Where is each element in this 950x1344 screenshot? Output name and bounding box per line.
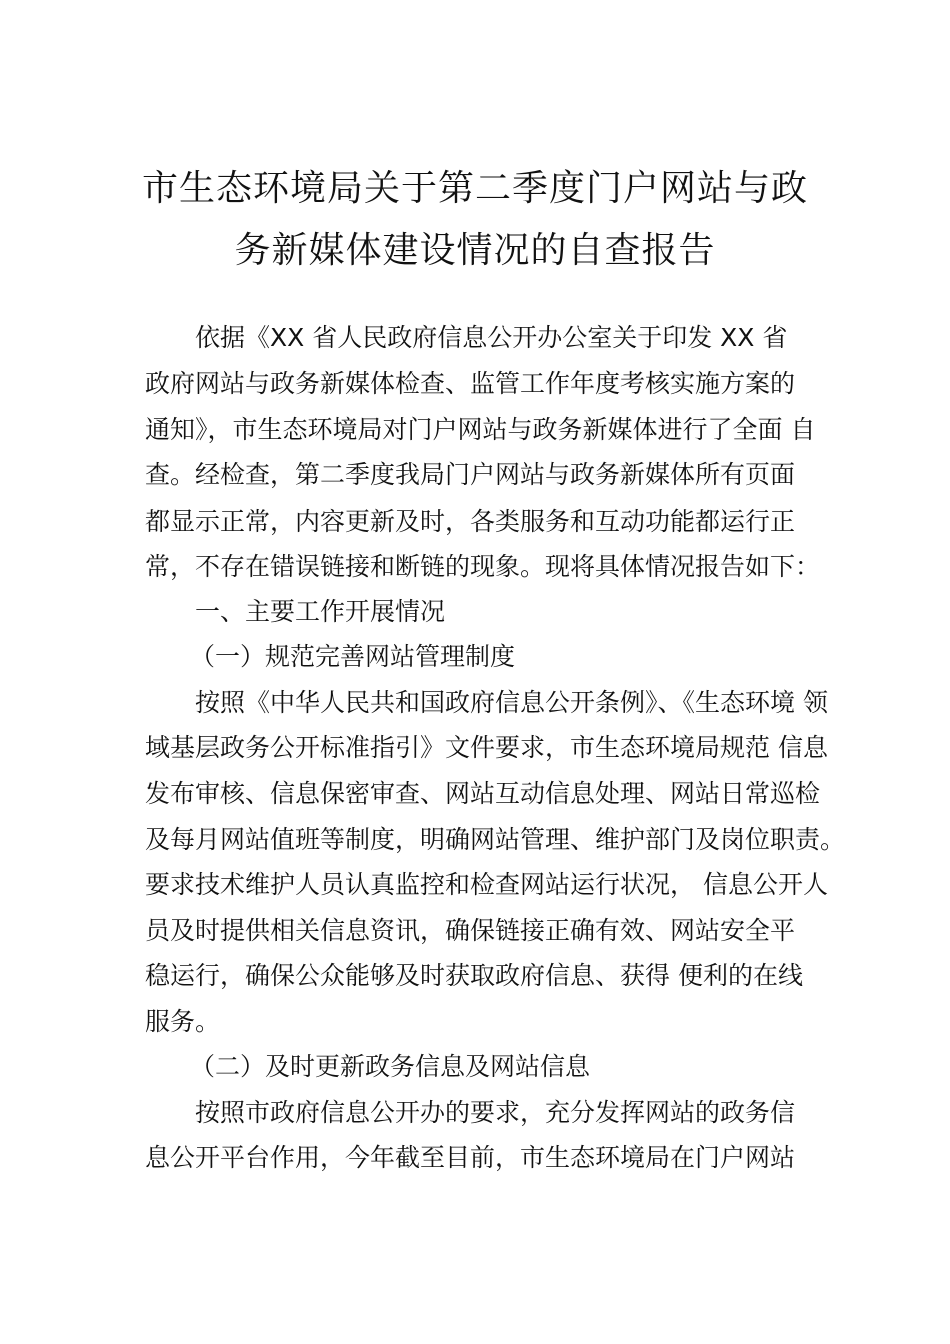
subsection-heading: （一）规范完善网站管理制度 [190, 642, 516, 671]
paragraph-line: 息公开平台作用，今年截至目前，市生态环境局在门户网站 [145, 1143, 796, 1172]
paragraph-line: 员及时提供相关信息资讯，确保链接正确有效、网站安全平 [145, 916, 796, 945]
paragraph-line: 稳运行，确保公众能够及时获取政府信息、获得 便利的在线 [145, 961, 803, 990]
paragraph-line: 通知》，市生态环境局对门户网站与政务新媒体进行了全面 自 [145, 415, 816, 444]
paragraph-line: 常，不存在错误链接和断链的现象。现将具体情况报告如下： [145, 552, 821, 581]
section-heading: 一、主要工作开展情况 [195, 597, 446, 626]
paragraph-line: 发布审核、信息保密审查、网站互动信息处理、网站日常巡检 [145, 779, 821, 808]
subsection-heading: （二）及时更新政务信息及网站信息 [190, 1052, 591, 1081]
paragraph-line: 都显示正常，内容更新及时，各类服务和互动功能都运行正 [145, 507, 796, 536]
document-title-line-1: 市生态环境局关于第二季度门户网站与政 [141, 168, 808, 209]
paragraph-line: 按照市政府信息公开办的要求，充分发挥网站的政务信 [195, 1098, 796, 1127]
paragraph-line: 按照《中华人民共和国政府信息公开条例》、《生态环境 领 [195, 688, 828, 717]
paragraph-line: 域基层政务公开标准指引》文件要求，市生态环境局规范 信息 [145, 733, 828, 762]
document-title-line-2: 务新媒体建设情况的自查报告 [234, 230, 716, 271]
paragraph-line: 服务。 [145, 1007, 221, 1036]
paragraph-line: 要求技术维护人员认真监控和检查网站运行状况， 信息公开人 [145, 870, 828, 899]
paragraph-line: 查。经检查，第二季度我局门户网站与政务新媒体所有页面 [145, 460, 796, 489]
paragraph-line: 政府网站与政务新媒体检查、监管工作年度考核实施方案的 [145, 369, 796, 398]
paragraph-line: 及每月网站值班等制度，明确网站管理、维护部门及岗位职责。 [145, 825, 846, 854]
paragraph-line: 依据《XX 省人民政府信息公开办公室关于印发 XX 省 [195, 323, 788, 352]
